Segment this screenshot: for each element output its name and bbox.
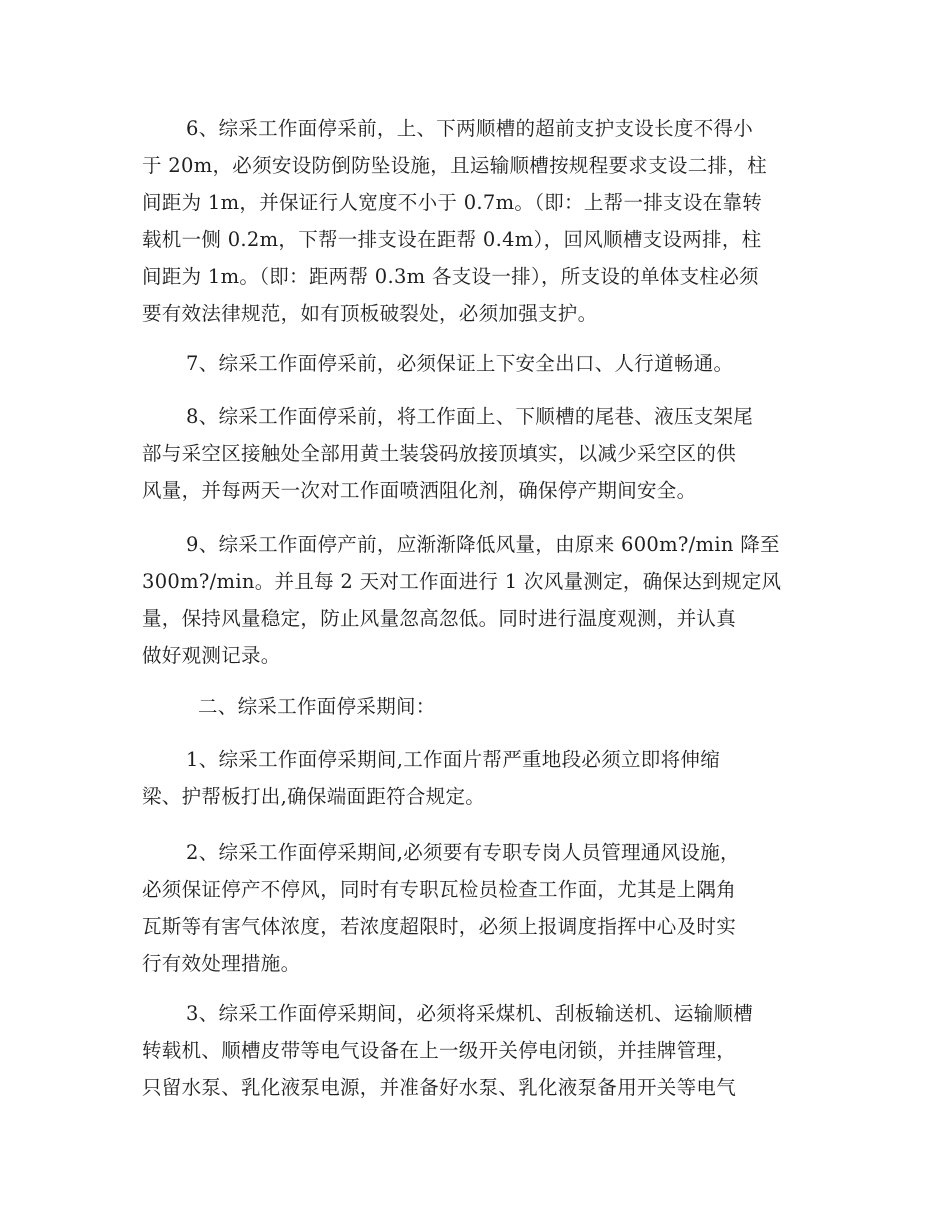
- text-line: 1、综采工作面停采期间,工作面片帮严重地段必须立即将伸缩: [186, 748, 721, 771]
- text-line: 2、综采工作面停采期间,必须要有专职专岗人员管理通风设施，: [186, 841, 740, 864]
- text-line: 量，保持风量稳定，防止风量忽高忽低。同时进行温度观测，并认真: [142, 607, 737, 630]
- text-line: 6、综采工作面停采前，上、下两顺槽的超前支护支设长度不得小: [186, 117, 754, 140]
- text-line: 梁、护帮板打出,确保端面距符合规定。: [142, 785, 486, 808]
- text-line: 转载机、顺槽皮带等电气设备在上一级开关停电闭锁，并挂牌管理，: [142, 1039, 737, 1062]
- text-line: 部与采空区接触处全部用黄土装袋码放接顶填实，以减少采空区的供: [142, 442, 737, 465]
- text-line: 必须保证停产不停风，同时有专职瓦检员检查工作面，尤其是上隅角: [142, 878, 737, 901]
- text-line: 7、综采工作面停采前，必须保证上下安全出口、人行道畅通。: [186, 352, 734, 375]
- text-line: 于 20m，必须安设防倒防坠设施，且运输顺槽按规程要求支设二排，柱: [142, 154, 767, 177]
- paragraph-item-2: [142, 834, 822, 982]
- text-line: 要有效法律规范，如有顶板破裂处，必须加强支护。: [142, 302, 598, 325]
- paragraph-item-6: [142, 110, 822, 332]
- text-line: 间距为 1m。（即：距两帮 0.3m 各支设一排），所支设的单体支柱必须: [142, 265, 759, 288]
- text-line: 9、综采工作面停产前，应渐渐降低风量，由原来 600m?/min 降至: [186, 533, 780, 556]
- text-line: 8、综采工作面停采前，将工作面上、下顺槽的尾巷、液压支架尾: [186, 405, 754, 428]
- text-line: 只留水泵、乳化液泵电源，并准备好水泵、乳化液泵备用开关等电气: [142, 1076, 737, 1099]
- text-line: 300m?/min。并且每 2 天对工作面进行 1 次风量测定，确保达到规定风: [142, 570, 782, 593]
- section-heading: [142, 688, 822, 725]
- text-line: 风量，并每两天一次对工作面喷洒阻化剂，确保停产期间安全。: [142, 479, 697, 502]
- paragraph-item-3: [142, 995, 822, 1106]
- text-line: 3、综采工作面停采期间，必须将采煤机、刮板输送机、运输顺槽: [186, 1002, 754, 1025]
- paragraph-item-1: [142, 741, 822, 815]
- text-line: 做好观测记录。: [142, 644, 281, 667]
- text-line: 瓦斯等有害气体浓度，若浓度超限时，必须上报调度指挥中心及时实: [142, 915, 737, 938]
- text-line: 二、综采工作面停采期间：: [198, 695, 436, 718]
- text-line: 行有效处理措施。: [142, 952, 301, 975]
- text-line: 载机一侧 0.2m，下帮一排支设在距帮 0.4m），回风顺槽支设两排，柱: [142, 228, 762, 251]
- paragraph-item-7: [142, 345, 822, 382]
- paragraph-item-9: [142, 526, 822, 674]
- paragraph-item-8: [142, 398, 822, 509]
- text-line: 间距为 1m，并保证行人宽度不小于 0.7m。（即：上帮一排支设在靠转: [142, 191, 763, 214]
